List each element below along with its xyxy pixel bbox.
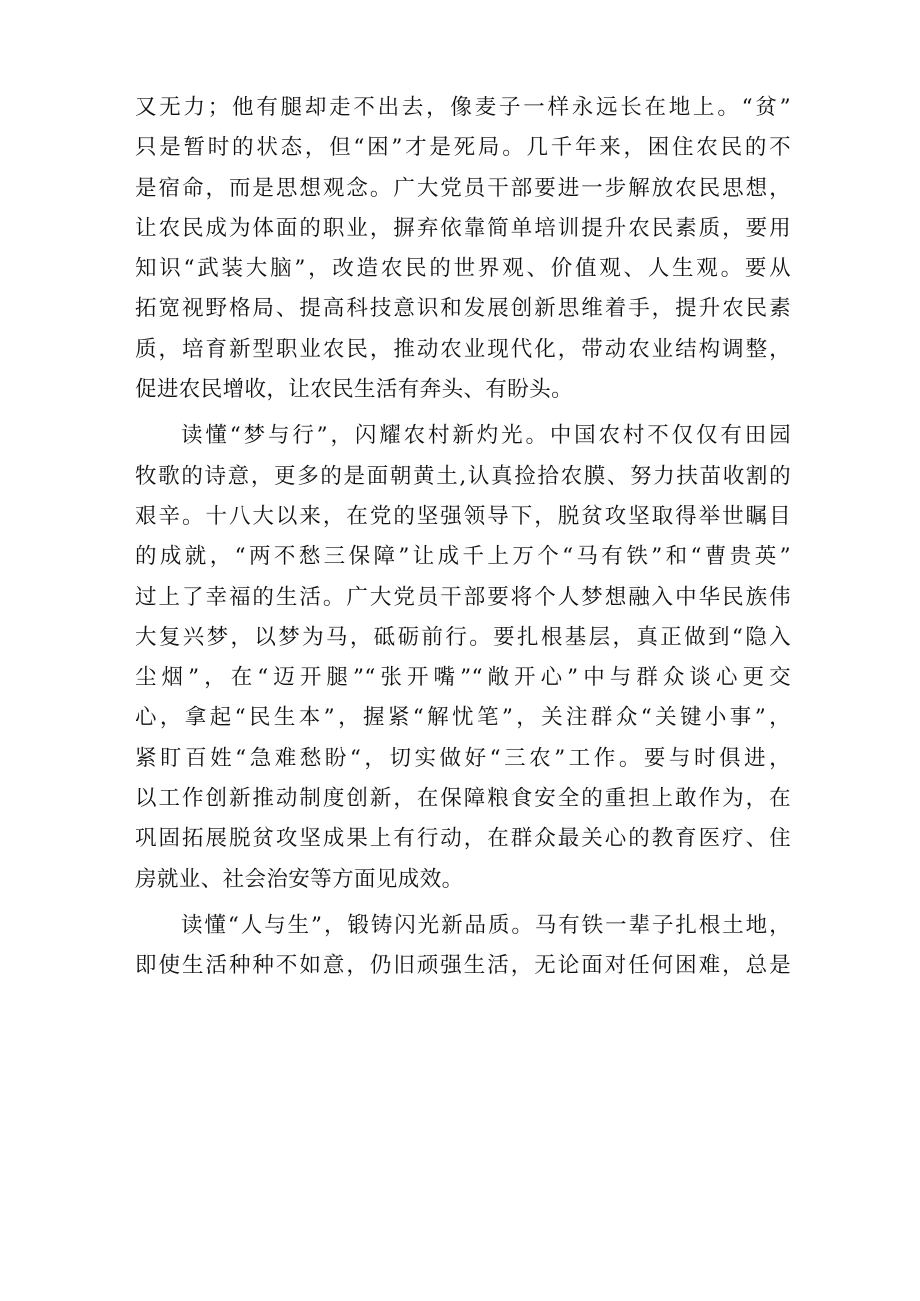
text-line: 质，培育新型职业农民，推动农业现代化，带动农业结构调整， (135, 336, 791, 362)
text-line: 大复兴梦，以梦为马，砥砺前行。要扎根基层，真正做到“隐入 (135, 624, 791, 650)
paragraph-1 (135, 88, 791, 410)
text-line: 艰辛。十八大以来，在党的坚强领导下，脱贫攻坚取得举世瞩目 (135, 503, 791, 529)
text-line: 过上了幸福的生活。广大党员干部要将个人梦想融入中华民族伟 (135, 584, 791, 610)
text-line: 的成就，“两不愁三保障”让成千上万个“马有铁”和“曹贵英” (135, 544, 791, 570)
text-line: 知识“武装大脑”，改造农民的世界观、价值观、人生观。要从 (135, 256, 791, 282)
text-line: 促进农民增收，让农民生活有奔头、有盼头。 (135, 377, 574, 403)
text-line: 尘烟”，在“迈开腿”“张开嘴”“敞开心”中与群众谈心更交 (135, 665, 791, 691)
text-line: 以工作创新推动制度创新，在保障粮食安全的重担上敢作为，在 (135, 786, 791, 812)
text-line: 读懂“梦与行”，闪耀农村新灼光。中国农村不仅仅有田园 (181, 423, 791, 449)
text-line: 只是暂时的状态，但“困”才是死局。几千年来，困住农民的不 (135, 135, 791, 161)
body-text (135, 88, 791, 987)
text-line: 房就业、社会治安等方面见成效。 (135, 866, 464, 892)
text-line: 心，拿起“民生本”，握紧“解忧笔”，关注群众“关键小事”， (135, 705, 791, 731)
text-line: 是宿命，而是思想观念。广大党员干部要进一步解放农民思想， (135, 175, 791, 201)
text-line: 读懂“人与生”，锻铸闪光新品质。马有铁一辈子扎根土地， (181, 912, 791, 938)
paragraph-3 (135, 906, 791, 987)
text-line: 巩固拓展脱贫攻坚成果上有行动，在群众最关心的教育医疗、住 (135, 826, 791, 852)
text-line: 即使生活种种不如意，仍旧顽强生活，无论面对任何困难，总是 (135, 953, 791, 979)
text-line: 牧歌的诗意，更多的是面朝黄土,认真捡拾农膜、努力扶苗收割的 (135, 463, 791, 489)
text-line: 紧盯百姓“急难愁盼“，切实做好“三农”工作。要与时俱进， (135, 745, 791, 771)
text-line: 拓宽视野格局、提高科技意识和发展创新思维着手，提升农民素 (135, 296, 791, 322)
text-line: 让农民成为体面的职业，摒弃依靠简单培训提升农民素质，要用 (135, 215, 791, 241)
paragraph-2 (135, 416, 791, 900)
text-line: 又无力；他有腿却走不出去，像麦子一样永远长在地上。“贫” (135, 95, 791, 120)
